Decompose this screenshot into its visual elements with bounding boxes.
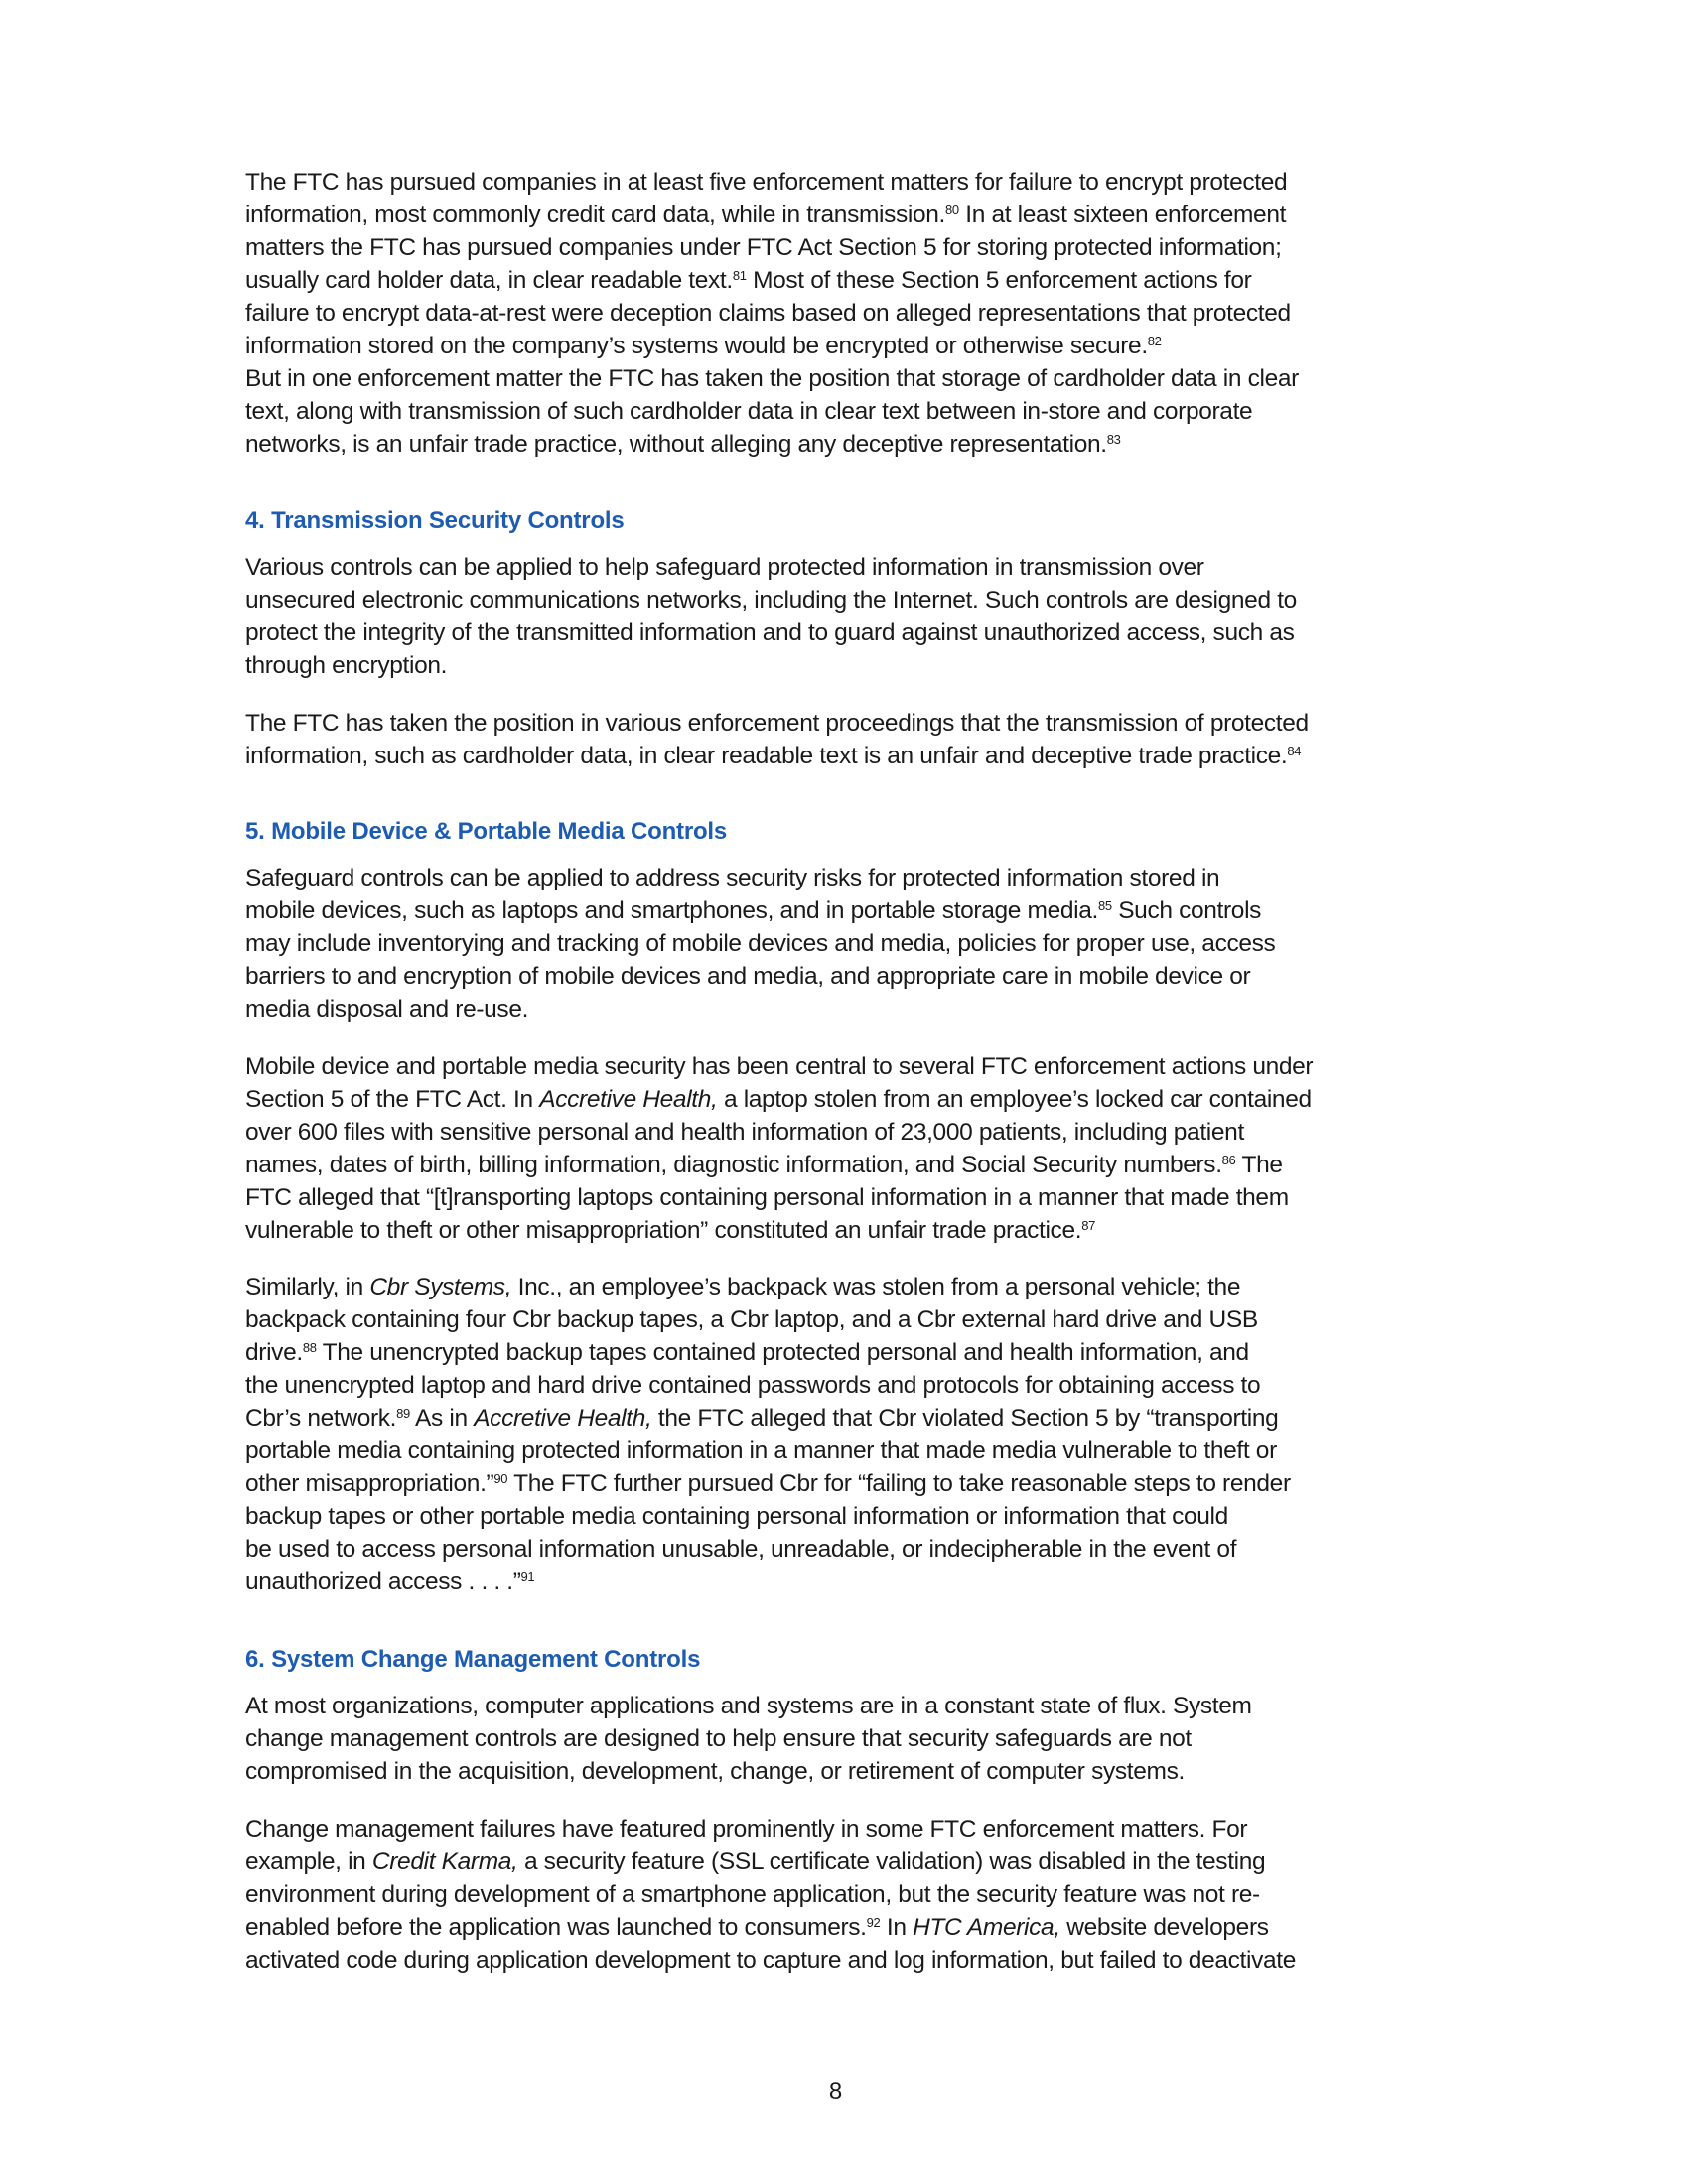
text-line: Mobile device and portable media security has been central to several FTC enforcement actions under <box>245 1053 1314 1080</box>
text-line: unsecured electronic communications networks, including the Internet. Such controls are designed to <box>245 587 1297 614</box>
text-line: barriers to and encryption of mobile devices and media, and appropriate care in mobile device or <box>245 963 1251 990</box>
text-line: Safeguard controls can be applied to address security risks for protected information stored in <box>245 865 1220 891</box>
text-line: text, along with transmission of such cardholder data in clear text between in-store and corporate <box>245 398 1253 425</box>
paragraph-transmission-controls <box>245 551 1526 682</box>
heading-transmission-security: 4. Transmission Security Controls <box>245 507 625 534</box>
text-line: through encryption. <box>245 652 448 679</box>
paragraph-change-controls <box>245 1690 1526 1788</box>
text-line: information, such as cardholder data, in clear readable text is an unfair and deceptive trade practice.$^{84}$ <box>245 743 1302 769</box>
text-line: example, in Credit Karma, a security feature (SSL certificate validation) was disabled in the testing <box>245 1848 1266 1875</box>
text-line: Various controls can be applied to help safeguard protected information in transmission over <box>245 554 1204 581</box>
text-line: Cbr’s network.$^{89}$ As in Accretive Health, the FTC alleged that Cbr violated Section 5 by “transporting <box>245 1405 1279 1432</box>
text-line: unauthorized access . . . .”$^{91}$ <box>245 1569 535 1595</box>
text-line: The FTC has pursued companies in at least five enforcement matters for failure to encrypt protected <box>245 169 1288 196</box>
text-line: be used to access personal information unusable, unreadable, or indecipherable in the event of <box>245 1536 1237 1563</box>
case-name: Accretive Health, <box>539 1086 718 1113</box>
footnote-ref[interactable]: 86 <box>1221 1153 1236 1167</box>
text-line: information, most commonly credit card data, while in transmission.$^{80}$ In at least sixteen enforcement <box>245 202 1287 228</box>
text-line: backup tapes or other portable media containing personal information or information that could <box>245 1503 1228 1530</box>
heading-change-management: 6. System Change Management Controls <box>245 1646 701 1673</box>
text-line: But in one enforcement matter the FTC has taken the position that storage of cardholder data in clear <box>245 365 1299 392</box>
text-line: Similarly, in Cbr Systems, Inc., an employee’s backpack was stolen from a personal vehicle; the <box>245 1274 1241 1300</box>
paragraph-transmission-enforcement <box>245 707 1526 772</box>
footnote-ref[interactable]: 90 <box>493 1471 508 1486</box>
text-line: usually card holder data, in clear readable text.$^{81}$ Most of these Section 5 enforcement actions for <box>245 267 1252 294</box>
text-line: drive.$^{88}$ The unencrypted backup tapes contained protected personal and health information, and <box>245 1339 1249 1366</box>
footnote-ref[interactable]: 83 <box>1106 432 1121 447</box>
footnote-ref[interactable]: 80 <box>945 203 959 217</box>
text-line: FTC alleged that “[t]ransporting laptops containing personal information in a manner that made them <box>245 1184 1289 1211</box>
footnote-ref[interactable]: 92 <box>866 1915 881 1930</box>
footnote-ref[interactable]: 87 <box>1081 1218 1095 1233</box>
heading-mobile-device: 5. Mobile Device & Portable Media Controls <box>245 818 728 845</box>
text-line: portable media containing protected information in a manner that made media vulnerable to theft or <box>245 1437 1277 1464</box>
footnote-ref[interactable]: 82 <box>1147 334 1162 348</box>
text-line: may include inventorying and tracking of mobile devices and media, policies for proper use, access <box>245 930 1276 957</box>
text-line: media disposal and re-use. <box>245 996 529 1023</box>
text-line: mobile devices, such as laptops and smartphones, and in portable storage media.$^{85}$ Such controls <box>245 897 1262 924</box>
footnote-ref[interactable]: 85 <box>1097 898 1112 913</box>
text-line: activated code during application development to capture and log information, but failed to deactivate <box>245 1947 1296 1974</box>
text-line: At most organizations, computer applications and systems are in a constant state of flux. System <box>245 1693 1252 1719</box>
text-line: environment during development of a smartphone application, but the security feature was not re- <box>245 1881 1260 1908</box>
case-name: Accretive Health, <box>474 1405 652 1432</box>
case-name: HTC America, <box>913 1914 1060 1941</box>
paragraph-cbr-systems <box>245 1271 1526 1598</box>
text-line: the unencrypted laptop and hard drive contained passwords and protocols for obtaining access to <box>245 1372 1261 1399</box>
text-line: compromised in the acquisition, development, change, or retirement of computer systems. <box>245 1758 1185 1785</box>
text-line: matters the FTC has pursued companies under FTC Act Section 5 for storing protected information; <box>245 234 1282 261</box>
text-line: protect the integrity of the transmitted information and to guard against unauthorized access, such as <box>245 619 1295 646</box>
footnote-ref[interactable]: 81 <box>732 268 747 283</box>
text-line: Change management failures have featured prominently in some FTC enforcement matters. For <box>245 1816 1248 1843</box>
footnote-ref[interactable]: 84 <box>1287 744 1302 758</box>
case-name: Credit Karma, <box>371 1848 518 1875</box>
text-line: names, dates of birth, billing information, diagnostic information, and Social Security numbers.$^{86}$ The <box>245 1152 1283 1178</box>
footnote-ref[interactable]: 91 <box>520 1570 535 1584</box>
text-line: enabled before the application was launched to consumers.$^{92}$ In HTC America, website developers <box>245 1914 1269 1941</box>
paragraph-encryption-enforcement <box>245 166 1526 461</box>
paragraph-change-enforcement <box>245 1813 1526 1977</box>
text-line: other misappropriation.”$^{90}$ The FTC further pursued Cbr for “failing to take reasonable steps to render <box>245 1470 1291 1497</box>
paragraph-accretive-health <box>245 1050 1526 1247</box>
footnote-ref[interactable]: 89 <box>396 1406 410 1421</box>
footnote-ref[interactable]: 88 <box>302 1340 317 1355</box>
text-line: networks, is an unfair trade practice, without alleging any deceptive representation.$^{83}$ <box>245 431 1121 458</box>
text-line: backpack containing four Cbr backup tapes, a Cbr laptop, and a Cbr external hard drive and USB <box>245 1306 1258 1333</box>
text-line: Section 5 of the FTC Act. In Accretive Health, a laptop stolen from an employee’s locked car contained <box>245 1086 1312 1113</box>
page-number: 8 <box>828 2078 843 2105</box>
text-line: information stored on the company’s systems would be encrypted or otherwise secure.$^{82}$ <box>245 333 1162 359</box>
text-line: over 600 files with sensitive personal and health information of 23,000 patients, including patient <box>245 1119 1244 1146</box>
case-name: Cbr Systems, <box>369 1274 512 1300</box>
paragraph-mobile-controls <box>245 862 1526 1025</box>
text-line: change management controls are designed to help ensure that security safeguards are not <box>245 1725 1192 1752</box>
text-line: vulnerable to theft or other misappropriation” constituted an unfair trade practice.$^{87}$ <box>245 1217 1095 1244</box>
text-line: The FTC has taken the position in various enforcement proceedings that the transmission of protected <box>245 710 1309 737</box>
text-line: failure to encrypt data-at-rest were deception claims based on alleged representations that protected <box>245 300 1291 327</box>
